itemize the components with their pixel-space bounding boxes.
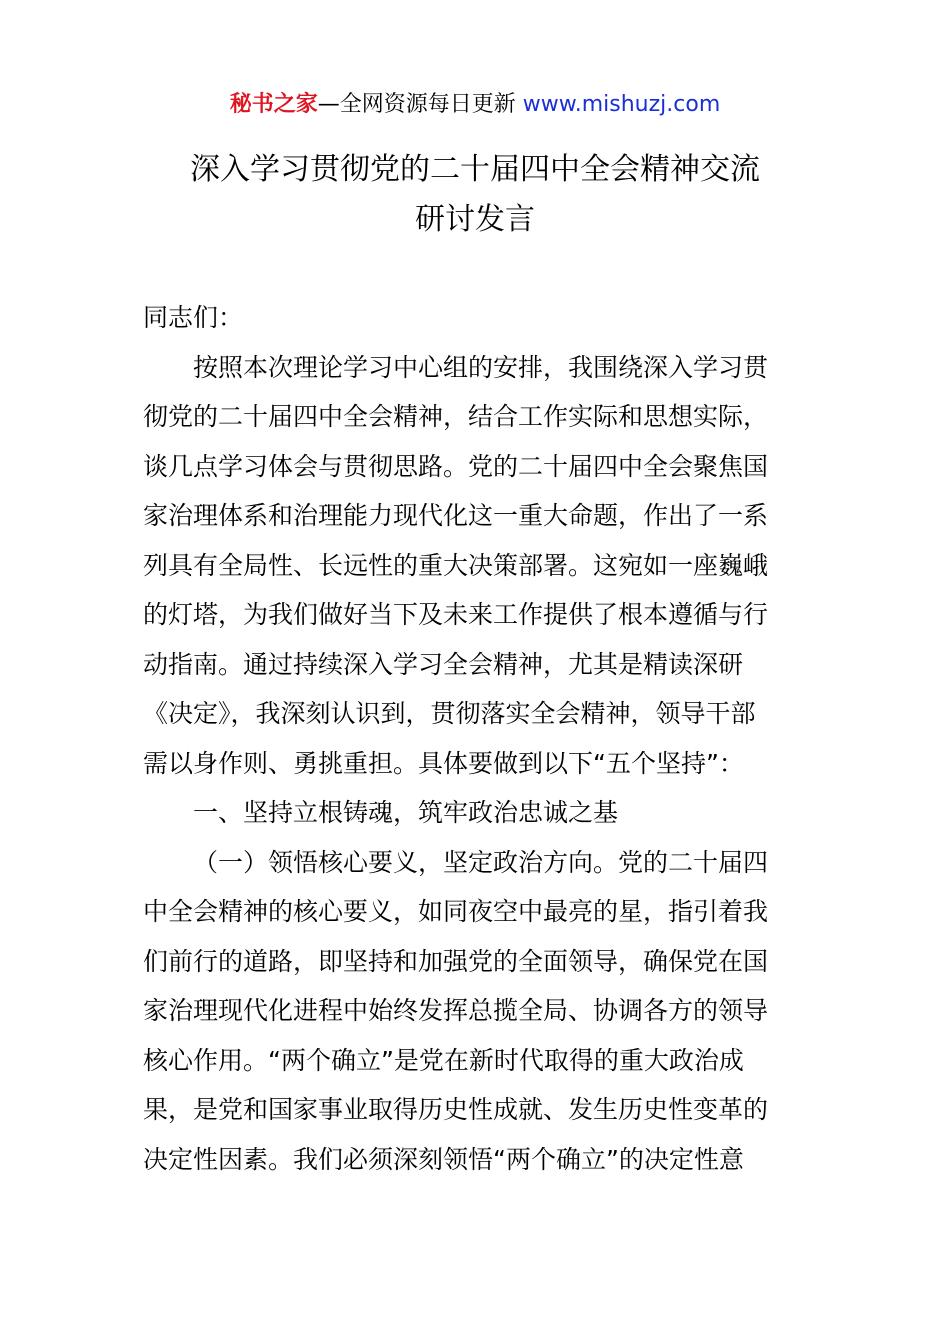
site-url-link[interactable]: www.mishuzj.com (522, 92, 721, 117)
paragraph-line: 决定性因素。我们必须深刻领悟“两个确立”的决定性意 (143, 1144, 744, 1174)
paragraph-line: 《决定》，我深刻认识到，贯彻落实全会精神，领导干部 (143, 699, 756, 728)
section-heading: 一、坚持立根铸魂，筑牢政治忠诚之基 (193, 798, 619, 827)
paragraph-line: 家治理现代化进程中始终发挥总揽全局、协调各方的领导 (143, 996, 769, 1025)
document-body (143, 293, 809, 1184)
paragraph-line: 家治理体系和治理能力现代化这一重大命题，作出了一系 (143, 501, 769, 530)
paragraph-line: （一）领悟核心要义，坚定政治方向。党的二十届四 (193, 847, 769, 877)
brand-name: 秘书之家 (229, 92, 318, 117)
site-header (0, 88, 950, 122)
paragraph-line: 们前行的道路，即坚持和加强党的全面领导，确保党在国 (143, 946, 769, 976)
header-tagline: —全网资源每日更新 (317, 92, 516, 117)
paragraph-line: 列具有全局性、长远性的重大决策部署。这宛如一座巍峨 (143, 550, 769, 580)
paragraph-line: 彻党的二十届四中全会精神，结合工作实际和思想实际， (143, 402, 769, 431)
paragraph-line: 核心作用。“两个确立”是党在新时代取得的重大政治成 (143, 1045, 744, 1075)
paragraph-line: 果，是党和国家事业取得历史性成就、发生历史性变革的 (143, 1095, 769, 1124)
title-line-2: 研讨发言 (415, 202, 535, 237)
paragraph-line: 中全会精神的核心要义，如同夜空中最亮的星，指引着我 (143, 897, 769, 926)
paragraph-line: 需以身作则、勇挑重担。具体要做到以下“五个坚持”： (143, 748, 744, 778)
paragraph-line: 按照本次理论学习中心组的安排，我围绕深入学习贯 (193, 352, 769, 382)
title-line-1: 深入学习贯彻党的二十届四中全会精神交流 (190, 152, 760, 187)
paragraph-line: 动指南。通过持续深入学习全会精神，尤其是精读深研 (143, 649, 744, 679)
paragraph-line: 谈几点学习体会与贯彻思路。党的二十届四中全会聚焦国 (143, 451, 769, 481)
paragraph-line: 的灯塔，为我们做好当下及未来工作提供了根本遵循与行 (143, 600, 769, 629)
document-title (0, 145, 950, 245)
salutation: 同志们： (143, 303, 244, 332)
